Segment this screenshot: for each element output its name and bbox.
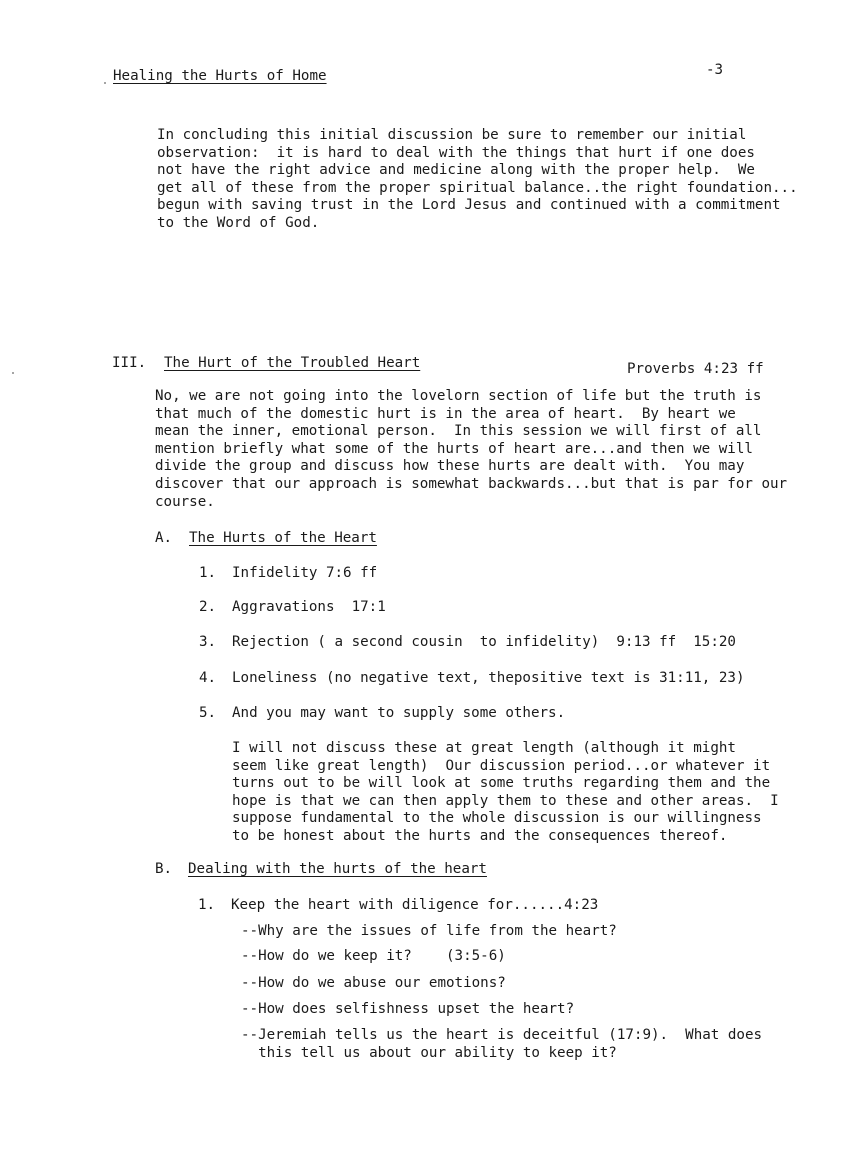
list-item: Aggravations 17:1 — [232, 599, 386, 615]
list-item: Loneliness (no negative text, thepositive text is 31:11, 23) — [232, 670, 745, 686]
list-item-number: 3. — [199, 634, 217, 650]
section-line: that much of the domestic hurt is in the area of heart. By heart we — [155, 405, 736, 422]
question-line: --How does selfishness upset the heart? — [241, 1001, 575, 1017]
question-line: --How do we abuse our emotions? — [241, 975, 506, 991]
question-line: --Why are the issues of life from the heart? — [241, 923, 617, 939]
note-line: suppose fundamental to the whole discussion is our willingness — [232, 810, 762, 827]
list-item-number: 1. — [198, 897, 216, 913]
question-line: --How do we keep it? (3:5-6) — [241, 948, 506, 964]
list-item: Infidelity 7:6 ff — [232, 565, 378, 581]
section-line: divide the group and discuss how these hurts are dealt with. You may — [155, 458, 745, 475]
section-line: mean the inner, emotional person. In this session we will first of all — [155, 423, 762, 440]
document-title: Healing the Hurts of Home — [113, 68, 327, 84]
speck-mark — [12, 372, 14, 374]
subsection-letter: A. — [155, 530, 173, 546]
note-line: hope is that we can then apply them to these and other areas. I — [232, 792, 779, 809]
question-paragraph — [241, 1027, 762, 1062]
section-line: course. — [155, 493, 215, 510]
note-line: seem like great length) Our discussion period...or whatever it — [232, 757, 771, 774]
subsection-letter: B. — [155, 861, 173, 877]
intro-line: not have the right advice and medicine along with the proper help. We — [157, 162, 755, 179]
section-title: The Hurt of the Troubled Heart — [164, 355, 421, 371]
speck-mark — [104, 82, 106, 84]
intro-line: begun with saving trust in the Lord Jesus and continued with a commitment — [157, 197, 781, 214]
section-line: discover that our approach is somewhat backwards...but that is par for our — [155, 475, 788, 492]
intro-line: get all of these from the proper spiritual balance..the right foundation... — [157, 179, 798, 196]
list-item-number: 5. — [199, 705, 217, 721]
intro-paragraph — [157, 127, 798, 233]
subsection-title: Dealing with the hurts of the heart — [188, 861, 487, 877]
intro-line: to the Word of God. — [157, 214, 320, 231]
note-line: I will not discuss these at great length (although it might — [232, 740, 736, 756]
note-line: turns out to be will look at some truths regarding them and the — [232, 775, 771, 792]
note-paragraph — [232, 740, 779, 846]
section-line: No, we are not going into the lovelorn section of life but the truth is — [155, 388, 762, 404]
list-item-number: 1. — [199, 565, 217, 581]
subsection-title: The Hurts of the Heart — [189, 530, 377, 546]
list-item: Keep the heart with diligence for......4:23 — [231, 897, 599, 913]
section-intro-paragraph — [155, 388, 787, 511]
question-line: this tell us about our ability to keep it? — [241, 1044, 617, 1061]
intro-line: observation: it is hard to deal with the things that hurt if one does — [157, 144, 755, 161]
list-item: Rejection ( a second cousin to infidelity) 9:13 ff 15:20 — [232, 634, 736, 650]
section-line: mention briefly what some of the hurts of heart are...and then we will — [155, 440, 753, 457]
scripture-reference: Proverbs 4:23 ff — [627, 361, 764, 377]
list-item: And you may want to supply some others. — [232, 705, 566, 721]
list-item-number: 2. — [199, 599, 217, 615]
question-line: --Jeremiah tells us the heart is deceitful (17:9). What does — [241, 1027, 763, 1043]
list-item-number: 4. — [199, 670, 217, 686]
page-number: -3 — [706, 62, 724, 78]
intro-line: In concluding this initial discussion be sure to remember our initial — [157, 127, 747, 143]
note-line: to be honest about the hurts and the consequences thereof. — [232, 827, 728, 844]
section-numeral: III. — [112, 355, 147, 371]
